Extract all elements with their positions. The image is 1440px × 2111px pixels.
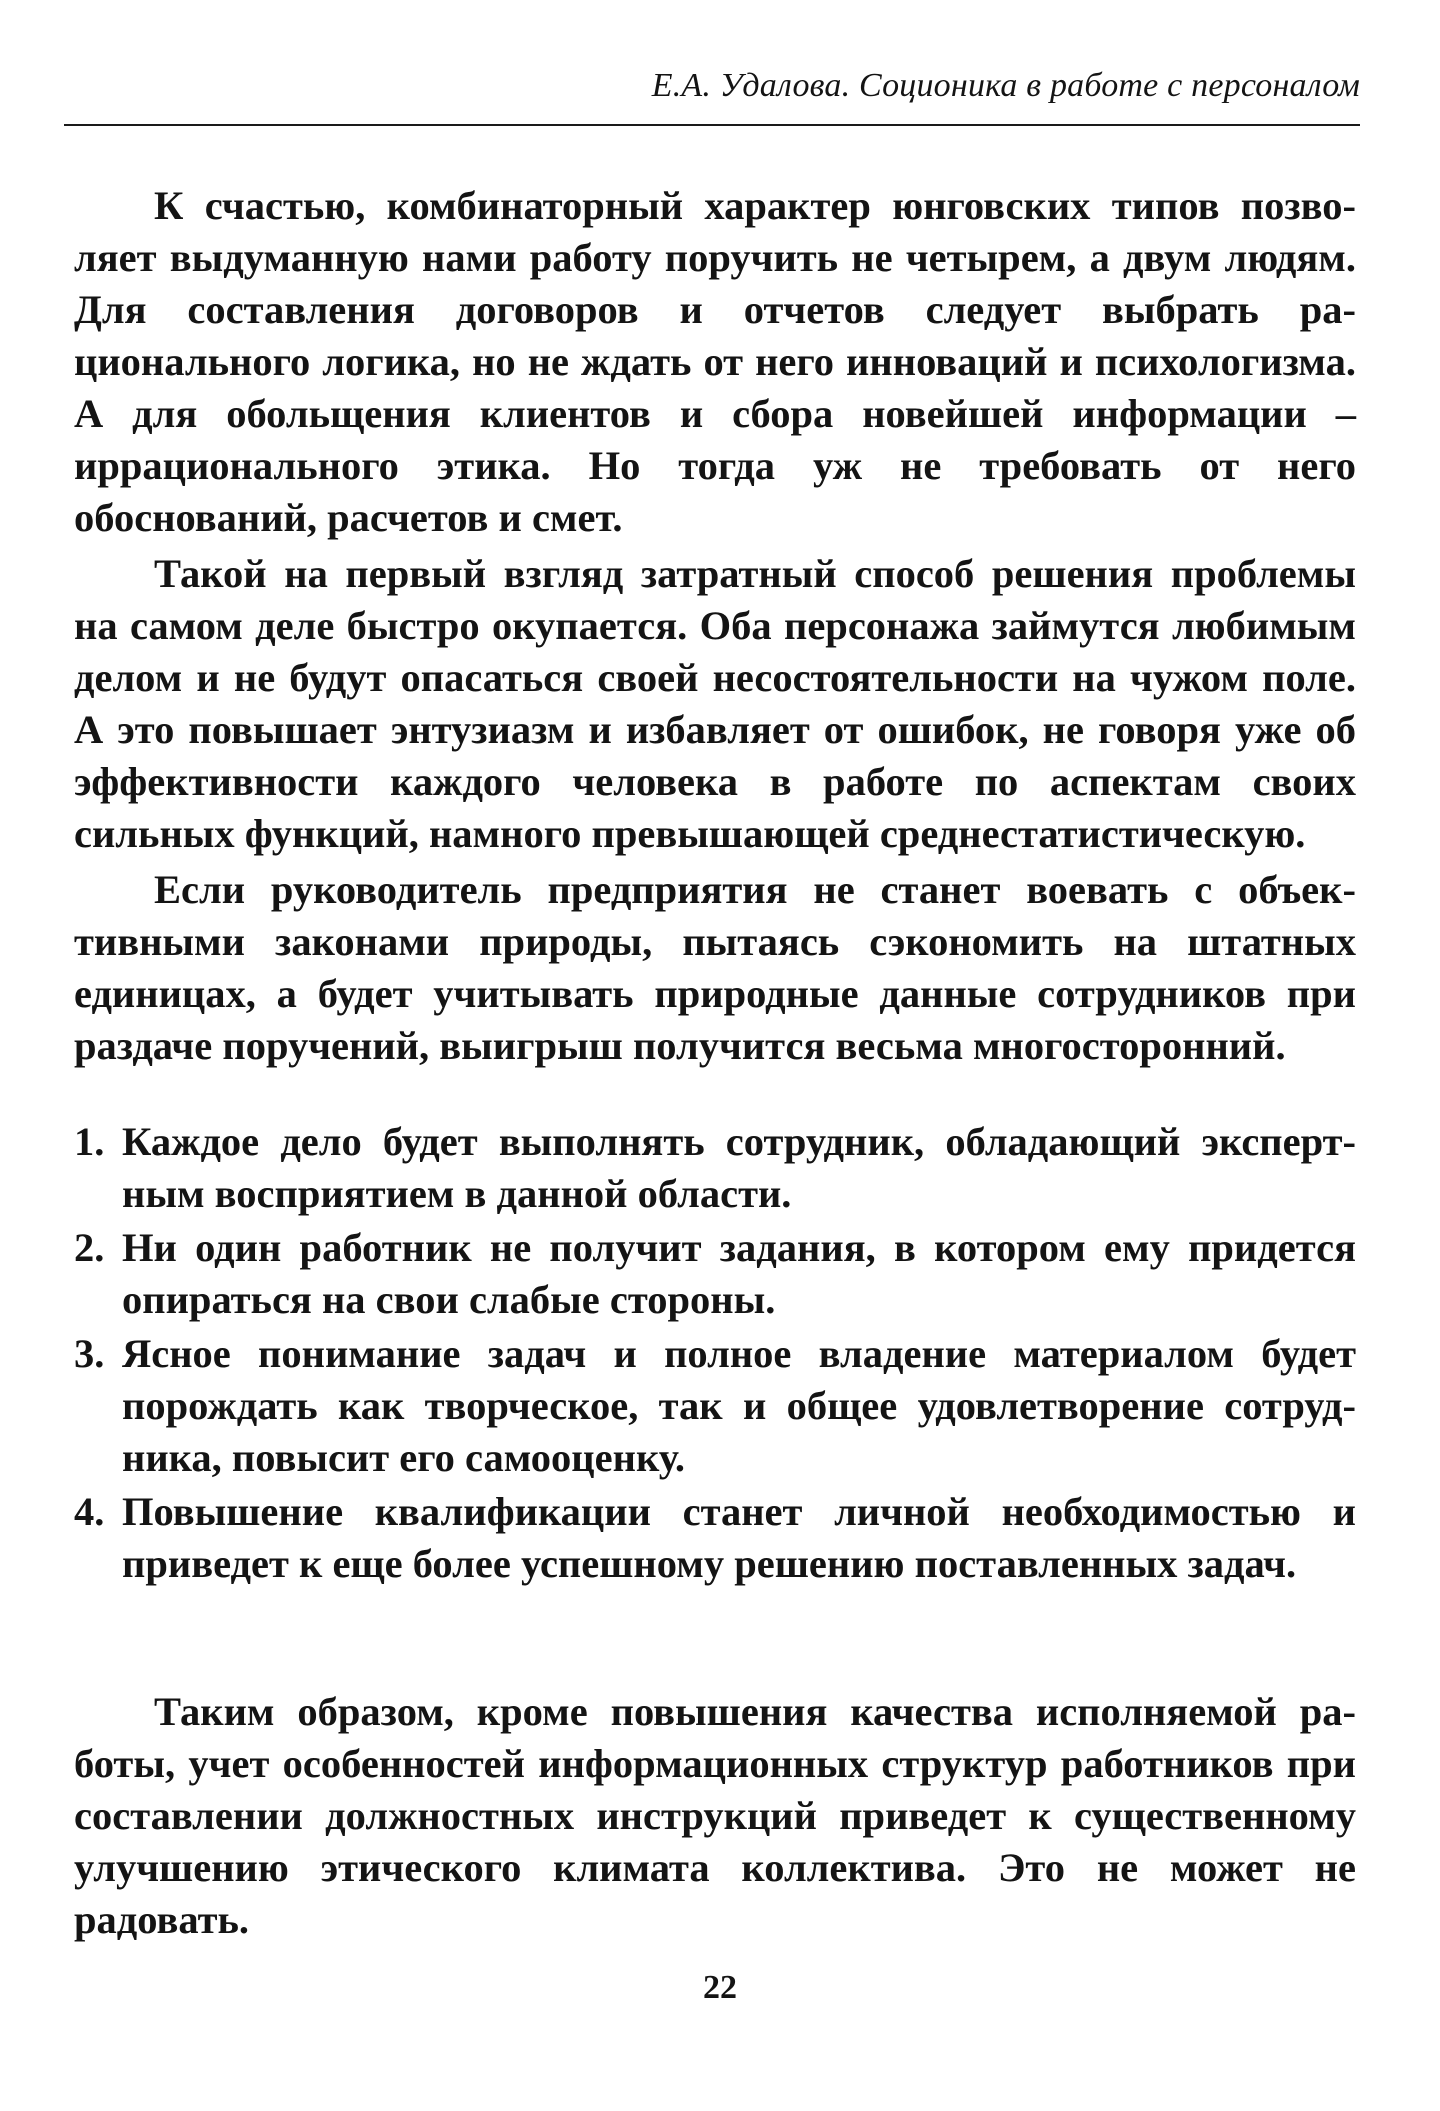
list-item-4: [74, 1486, 1356, 1590]
list-item-text: Ни один работник не получит задания, в котором ему придется опираться на свои слабые стороны.: [122, 1225, 1356, 1322]
paragraph-1: К счастью, комбинаторный характер юнговских типов позволяет выдуманную нами работу поручить не четырем, а двум людям. Для составления договоров и отчетов следует выбрать рационального логика, но не ждать от него инноваций и психологизма. А для обольщения клиентов и сбора новейшей информации – иррационального этика. Но тогда уж не требовать от него обоснований, расчетов и смет.: [74, 183, 1356, 540]
running-header: Е.А. Удалова. Соционика в работе с персоналом: [651, 67, 1360, 104]
numbered-list: [74, 1116, 1356, 1590]
list-number: 2.: [74, 1225, 105, 1270]
list-item-3: [74, 1328, 1356, 1484]
list-number: 3.: [74, 1331, 105, 1376]
list-number: 1.: [74, 1119, 105, 1164]
list-number: 4.: [74, 1489, 105, 1534]
paragraph-2: Такой на первый взгляд затратный способ решения проблемы на самом деле быстро окупается. Оба персонажа займутся любимым делом и не будут опасаться своей несостоятельности на чужом поле. А это повышает энтузиазм и избавляет от ошибок, не говоря уже об эффективности каждого человека в работе по аспектам своих сильных функций, намного превышающей среднестатистическую.: [74, 551, 1356, 856]
paragraph-3: Если руководитель предприятия не станет воевать с объективными законами природы, пытаясь сэкономить на штатных единицах, а будет учитывать природные данные сотрудников при раздаче поручений, выигрыш получится весьма многосторонний.: [74, 867, 1356, 1068]
list-item-text: Каждое дело будет выполнять сотрудник, обладающий экспертным восприятием в данной области.: [122, 1119, 1356, 1216]
list-item-text: Ясное понимание задач и полное владение материалом будет порождать как творческое, так и общее удовлетворение сотрудника, повысит его самооценку.: [122, 1331, 1356, 1480]
list-item-2: [74, 1222, 1356, 1326]
list-item-text: Повышение квалификации станет личной необходимостью и приведет к еще более успешному решению поставленных задач.: [122, 1489, 1356, 1586]
page-number: 22: [703, 1969, 737, 2006]
header-rule: [64, 124, 1360, 126]
list-item-1: [74, 1116, 1356, 1220]
closing-paragraph: Таким образом, кроме повышения качества исполняемой работы, учет особенностей информационных структур работников при составлении должностных инструкций приведет к существенному улучшению этического климата коллектива. Это не может не радовать.: [74, 1689, 1356, 1942]
page-body: [74, 180, 1356, 1950]
